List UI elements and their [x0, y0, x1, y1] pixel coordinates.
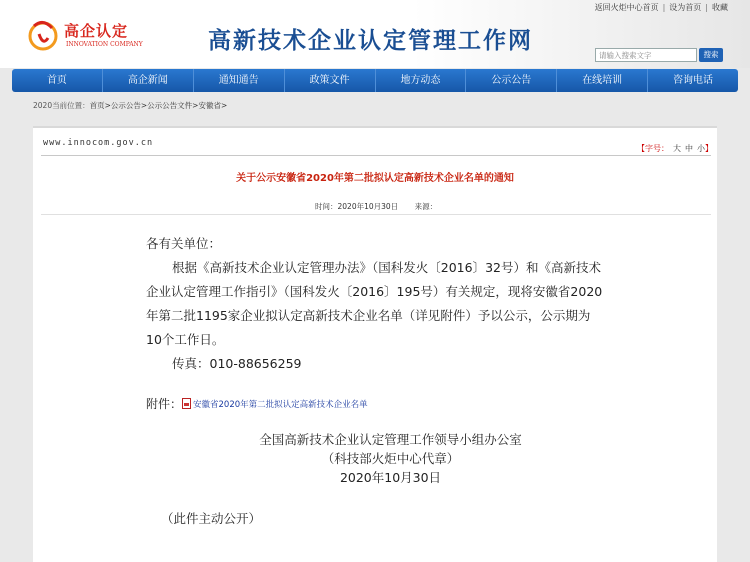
attachment-link[interactable]: 安徽省2020年第二批拟认定高新技术企业名单	[193, 399, 368, 410]
article-time: 时间：2020年10月30日	[315, 202, 399, 211]
top-link-separator: |	[705, 3, 708, 12]
top-links	[591, 2, 732, 13]
logo-text: 高企认定	[64, 22, 129, 40]
font-size-small[interactable]: 小	[697, 144, 705, 153]
font-size-medium[interactable]: 中	[685, 144, 693, 153]
fax-number: 传真：010-88656259	[172, 356, 302, 371]
meta-divider	[41, 214, 711, 215]
article-title: 关于公示安徽省2020年第二批拟认定高新技术企业名单的通知	[236, 173, 514, 184]
attachment-label: 附件：	[146, 397, 183, 411]
article-body	[146, 232, 606, 376]
nav-item-notices[interactable]: 通知通告	[194, 69, 285, 92]
search-input[interactable]: 请输入搜索文字	[595, 48, 697, 62]
signature-seal: （科技部火炬中心代章）	[321, 451, 460, 466]
font-size-bracket-open: 【	[637, 144, 645, 153]
breadcrumb-path[interactable]: 首页>公示公告>公示公告文件>安徽省>	[89, 101, 228, 110]
pdf-file-icon	[182, 398, 191, 409]
font-size-label: 字号：	[645, 144, 669, 153]
nav-item-announcements[interactable]: 公示公告	[466, 69, 557, 92]
nav-item-news[interactable]: 高企新闻	[103, 69, 194, 92]
article-paragraph: 根据《高新技术企业认定管理办法》（国科发火〔2016〕32号）和《高新技术企业认定管理工作指引》（国科发火〔2016〕195号）有关规定，现将安徽省2020年第二批1195家企业拟认定高新技术企业名单（详见附件）予以公示，公示期为10个工作日。	[146, 260, 603, 347]
logo-mark-icon	[26, 16, 60, 52]
signature-org: 全国高新技术企业认定管理工作领导小组办公室	[259, 432, 522, 447]
nav-item-policies[interactable]: 政策文件	[285, 69, 376, 92]
nav-item-local-news[interactable]: 地方动态	[376, 69, 467, 92]
top-link-home-torch[interactable]: 返回火炬中心首页	[594, 3, 659, 12]
site-header	[0, 0, 750, 68]
header-divider	[41, 155, 711, 156]
article-source: 来源：	[414, 202, 438, 211]
font-size-switcher	[637, 143, 713, 154]
main-nav	[12, 69, 738, 92]
nav-item-hotline[interactable]: 咨询电话	[673, 75, 714, 86]
logo-subtext: INNOVATION COMPANY	[66, 41, 143, 48]
site-title: 高新技术企业认定管理工作网	[208, 27, 533, 54]
font-size-bracket-close: 】	[705, 144, 713, 153]
site-logo[interactable]	[26, 16, 166, 56]
nav-item-home[interactable]: 首页	[12, 69, 103, 92]
salutation: 各有关单位：	[146, 236, 222, 251]
search-button[interactable]: 搜索	[699, 48, 723, 62]
article-meta	[315, 201, 451, 212]
top-link-set-homepage[interactable]: 设为首页	[669, 3, 702, 12]
site-domain: www.innocom.gov.cn	[43, 138, 154, 148]
signature-date: 2020年10月30日	[339, 470, 442, 485]
breadcrumb	[33, 100, 227, 111]
font-size-large[interactable]: 大	[673, 144, 681, 153]
breadcrumb-label: 2020当前位置：	[33, 101, 90, 110]
top-link-separator: |	[662, 3, 666, 12]
signature-block	[233, 430, 548, 487]
attachment-row	[146, 395, 368, 412]
nav-item-training[interactable]: 在线培训	[557, 69, 648, 92]
top-link-favorite[interactable]: 收藏	[712, 3, 728, 12]
public-note: （此件主动公开）	[161, 511, 262, 526]
article-container	[33, 126, 717, 562]
